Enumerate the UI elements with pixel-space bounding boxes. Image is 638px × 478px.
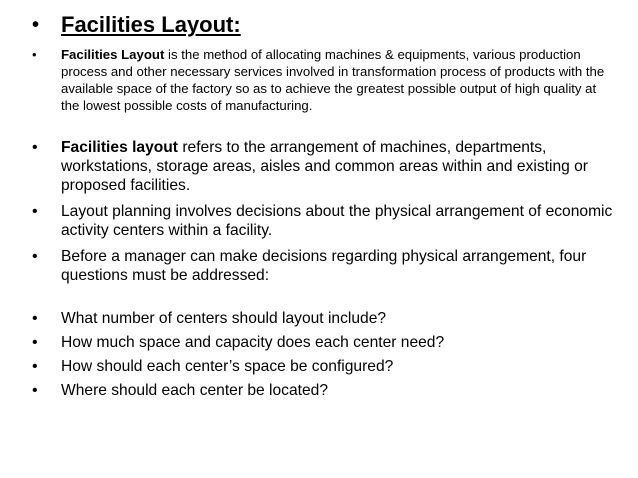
question-item-4 bbox=[32, 381, 616, 400]
point-item-3 bbox=[32, 247, 616, 285]
bullet-icon: • bbox=[32, 203, 38, 220]
definition-term: Facilities Layout bbox=[61, 47, 165, 62]
bullet-icon: • bbox=[32, 334, 38, 351]
question-item-1 bbox=[32, 309, 616, 328]
point-body: refers to the arrangement of machines, departments, workstations, storage areas, aisles and common areas within and existing or proposed facilities. bbox=[61, 139, 588, 194]
question-item-2 bbox=[32, 333, 616, 352]
slide-title bbox=[32, 12, 616, 38]
point-item-2 bbox=[32, 202, 616, 240]
bullet-icon: • bbox=[32, 14, 40, 36]
title-text: Facilities Layout: bbox=[61, 12, 241, 37]
definition-item bbox=[32, 46, 616, 114]
question-text: How should each center’s space be configured? bbox=[61, 358, 394, 375]
question-text: Where should each center be located? bbox=[61, 382, 328, 399]
bullet-icon: • bbox=[32, 139, 38, 156]
bullet-icon: • bbox=[32, 47, 37, 62]
point-body: Before a manager can make decisions regarding physical arrangement, four questions must be addressed: bbox=[61, 248, 587, 284]
definition-text bbox=[61, 47, 604, 113]
question-text: How much space and capacity does each center need? bbox=[61, 334, 445, 351]
bullet-icon: • bbox=[32, 358, 38, 375]
point-term: Facilities layout bbox=[61, 139, 178, 156]
point-text bbox=[61, 139, 588, 194]
bullet-icon: • bbox=[32, 310, 38, 327]
question-item-3 bbox=[32, 357, 616, 376]
bullet-icon: • bbox=[32, 248, 38, 265]
point-item-1 bbox=[32, 138, 616, 195]
point-body: Layout planning involves decisions about the physical arrangement of economic activity centers within a facility. bbox=[61, 203, 613, 239]
bullet-list bbox=[32, 12, 616, 400]
bullet-icon: • bbox=[32, 382, 38, 399]
question-text: What number of centers should layout include? bbox=[61, 310, 387, 327]
definition-body: is the method of allocating machines & equipments, various production process and other necessary services involved in transformation process of products with the available space of the factory so as to achieve the greatest possible output of high quality at the lowest possible costs of manufacturing. bbox=[61, 47, 605, 113]
